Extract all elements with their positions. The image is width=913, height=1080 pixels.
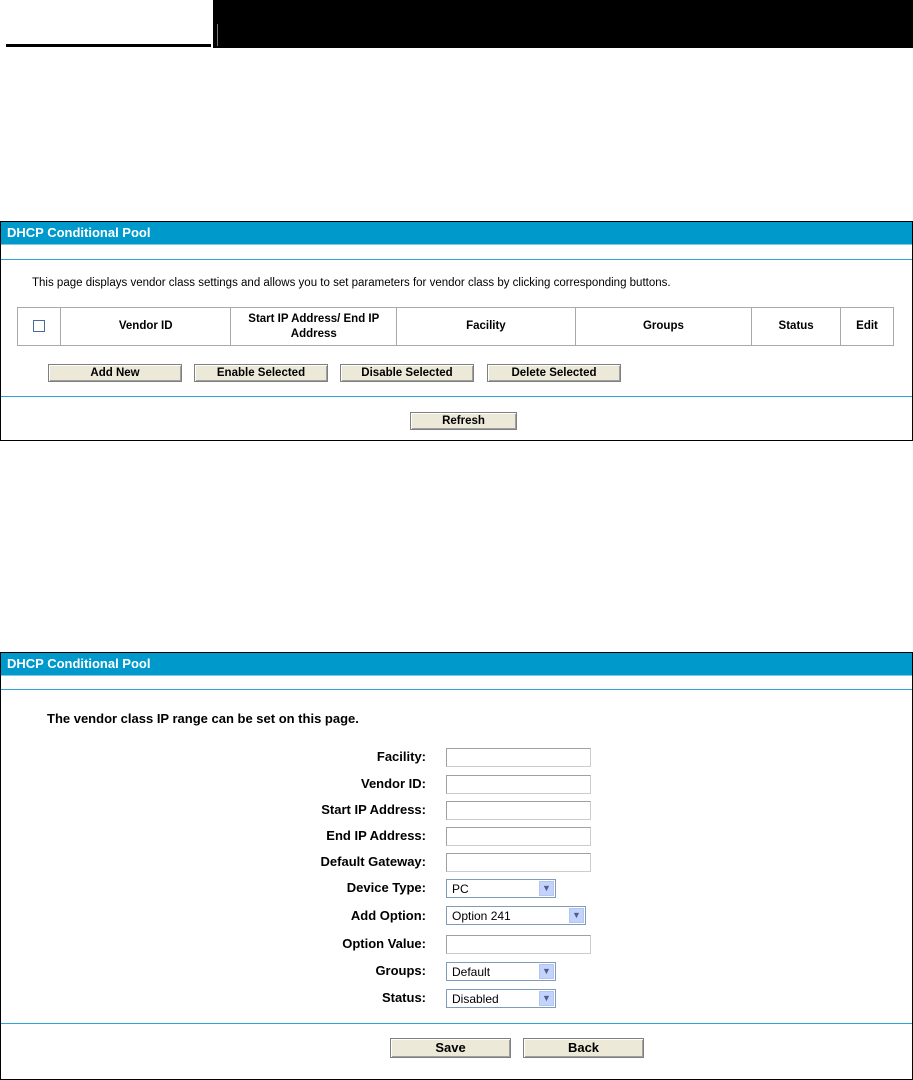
disable-selected-button[interactable]: Disable Selected xyxy=(340,364,474,382)
vendor-class-form-panel xyxy=(0,652,913,1080)
vendor-class-table xyxy=(17,307,894,346)
device-type-value: PC xyxy=(452,882,469,896)
facility-label: Facility: xyxy=(376,749,426,764)
header-left-block xyxy=(6,0,211,47)
start-ip-label: Start IP Address: xyxy=(321,802,426,817)
end-ip-input[interactable] xyxy=(446,827,591,846)
title-rule xyxy=(1,689,912,690)
chevron-down-icon[interactable]: ▼ xyxy=(539,881,554,896)
select-all-cell xyxy=(18,308,61,346)
header-divider xyxy=(217,24,218,46)
form-intro: The vendor class IP range can be set on this page. xyxy=(47,711,359,726)
save-button[interactable]: Save xyxy=(390,1038,511,1058)
title-rule xyxy=(1,259,912,260)
header-right-block xyxy=(213,0,913,48)
chevron-down-icon[interactable]: ▼ xyxy=(539,964,554,979)
table-header-row xyxy=(18,308,894,346)
column-header-status: Status xyxy=(752,308,841,346)
section-divider xyxy=(1,396,912,397)
status-select[interactable] xyxy=(446,989,556,1008)
column-header-groups: Groups xyxy=(575,308,752,346)
back-button[interactable]: Back xyxy=(523,1038,644,1058)
panel-title: DHCP Conditional Pool xyxy=(1,222,912,245)
panel-title: DHCP Conditional Pool xyxy=(1,653,912,676)
section-divider xyxy=(1,1023,912,1024)
refresh-button[interactable]: Refresh xyxy=(410,412,517,430)
groups-value: Default xyxy=(452,965,491,979)
vendor-class-list-panel xyxy=(0,221,913,441)
select-all-checkbox[interactable] xyxy=(33,320,45,332)
groups-label: Groups: xyxy=(375,963,426,978)
end-ip-label: End IP Address: xyxy=(326,828,426,843)
add-option-label: Add Option: xyxy=(350,908,426,923)
vendor-id-input[interactable] xyxy=(446,775,591,794)
document-header xyxy=(0,0,913,48)
chevron-down-icon[interactable]: ▼ xyxy=(539,991,554,1006)
device-type-label: Device Type: xyxy=(346,880,426,895)
status-label: Status: xyxy=(381,990,426,1005)
start-ip-input[interactable] xyxy=(446,801,591,820)
page-description: This page displays vendor class settings and allows you to set parameters for vendor class by clicking corresponding buttons. xyxy=(32,277,671,289)
add-option-value: Option 241 xyxy=(452,909,511,923)
chevron-down-icon[interactable]: ▼ xyxy=(569,908,584,923)
option-value-input[interactable] xyxy=(446,935,591,954)
delete-selected-button[interactable]: Delete Selected xyxy=(487,364,621,382)
default-gateway-label: Default Gateway: xyxy=(320,854,426,869)
add-option-select[interactable] xyxy=(446,906,586,925)
column-header-vendor-id: Vendor ID xyxy=(60,308,231,346)
vendor-id-label: Vendor ID: xyxy=(360,776,426,791)
column-header-facility: Facility xyxy=(397,308,576,346)
add-new-button[interactable]: Add New xyxy=(48,364,182,382)
device-type-select[interactable] xyxy=(446,879,556,898)
option-value-label: Option Value: xyxy=(342,936,426,951)
default-gateway-input[interactable] xyxy=(446,853,591,872)
column-header-edit: Edit xyxy=(841,308,894,346)
enable-selected-button[interactable]: Enable Selected xyxy=(194,364,328,382)
groups-select[interactable] xyxy=(446,962,556,981)
column-header-ip-range: Start IP Address/ End IP Address xyxy=(231,308,397,346)
status-value: Disabled xyxy=(452,992,499,1006)
facility-input[interactable] xyxy=(446,748,591,767)
